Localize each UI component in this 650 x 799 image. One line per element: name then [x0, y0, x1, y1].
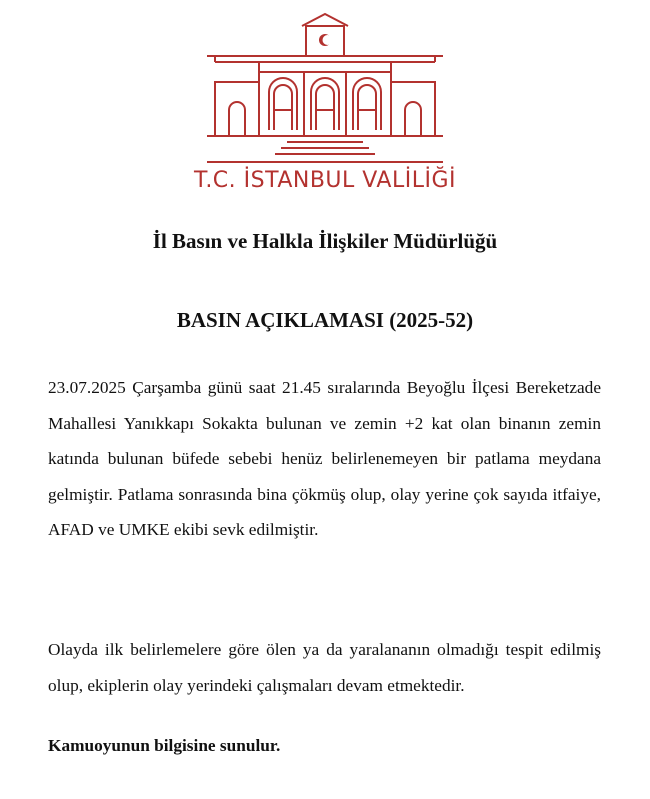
press-release-title: BASIN AÇIKLAMASI (2025-52): [176, 308, 474, 332]
body-paragraph: 23.07.2025 Çarşamba günü saat 21.45 sıralarında Beyoğlu İlçesi Bereketzade Mahallesi Yanıkkapı Sokakta bulunan ve zemin +2 kat olan binanın zemin katında bulunan büfede sebebi henüz belirlenemeyen bir patlama meydana gelmiştir. Patlama sonrasında bina çökmüş olup, olay yerine çok sayıda itfaiye, AFAD ve UMKE ekibi sevk edilmiştir.: [48, 378, 601, 539]
body-paragraph: Olayda ilk belirlemelere göre ölen ya da yaralananın olmadığı tespit edilmiş olup, ekiplerin olay yerindeki çalışmaları devam etmektedir.: [48, 640, 601, 695]
governorship-logo: [0, 12, 650, 193]
closing-statement: Kamuoyunun bilgisine sunulur.: [48, 736, 281, 755]
office-heading: İl Basın ve Halkla İlişkiler Müdürlüğü: [152, 229, 498, 253]
logo-text: T.C. İSTANBUL VALİLİĞİ: [193, 168, 457, 193]
governorship-building-emblem: [205, 12, 445, 164]
